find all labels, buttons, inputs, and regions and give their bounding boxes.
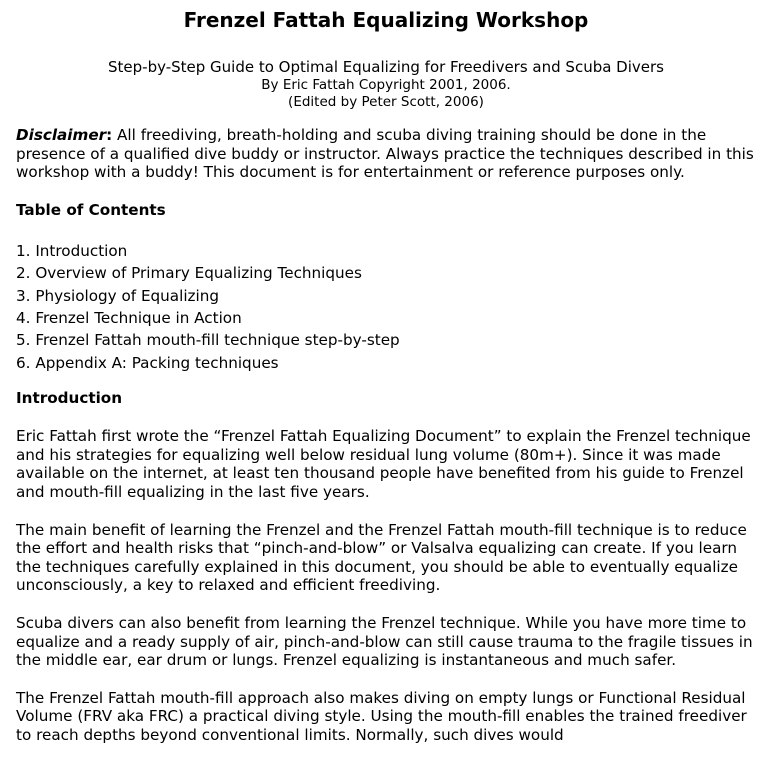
editor-byline: (Edited by Peter Scott, 2006): [288, 94, 484, 110]
disclaimer-text: All freediving, breath-holding and scuba diving training should be done in the presence of a qualified dive buddy or instructor. Always practice the techniques described in this workshop with a buddy! This document is for entertainment or reference purposes only.: [16, 126, 754, 182]
disclaimer-colon: :: [106, 126, 113, 144]
introduction-heading: Introduction: [16, 389, 123, 408]
toc-item-mouth-fill: 5. Frenzel Fattah mouth-fill technique step-by-step: [16, 331, 400, 350]
table-of-contents: [16, 240, 756, 374]
disclaimer-paragraph: [16, 126, 756, 182]
intro-paragraph-3: Scuba divers can also benefit from learning the Frenzel technique. While you have more time to equalize and a ready supply of air, pinch-and-blow can still cause trauma to the fragile tissues in the middle ear, ear drum or lungs. Frenzel equalizing is instantaneous and much safer.: [16, 613, 753, 670]
intro-paragraph-2: The main benefit of learning the Frenzel and the Frenzel Fattah mouth-fill technique is to reduce the effort and health risks that “pinch-and-blow” or Valsalva equalizing can create. If you learn the techniques carefully explained in this document, you should be able to eventually equalize unconsciously, a key to relaxed and efficient freediving.: [16, 520, 747, 595]
document-title: Frenzel Fattah Equalizing Workshop: [183, 8, 589, 32]
document-page: [16, 6, 756, 745]
toc-item-overview: 2. Overview of Primary Equalizing Techniques: [16, 264, 362, 283]
author-byline: By Eric Fattah Copyright 2001, 2006.: [261, 77, 511, 93]
intro-paragraph-4: The Frenzel Fattah mouth-fill approach also makes diving on empty lungs or Functional Residual Volume (FRV aka FRC) a practical diving style. Using the mouth-fill enables the trained freediver to reach depths beyond conventional limits. Normally, such dives would: [16, 688, 747, 744]
document-subtitle: Step-by-Step Guide to Optimal Equalizing for Freedivers and Scuba Divers: [108, 58, 664, 76]
toc-heading: Table of Contents: [16, 200, 166, 219]
intro-paragraph-1: Eric Fattah first wrote the “Frenzel Fattah Equalizing Document” to explain the Frenzel technique and his strategies for equalizing well below residual lung volume (80m+). Since it was made available on the internet, at least ten thousand people have benefited from his guide to Frenzel and mouth-fill equalizing in the last five years.: [16, 427, 751, 501]
toc-item-introduction: 1. Introduction: [16, 241, 128, 260]
disclaimer-label: Disclaimer: [16, 126, 107, 144]
toc-item-frenzel-action: 4. Frenzel Technique in Action: [16, 309, 242, 327]
toc-item-appendix-a: 6. Appendix A: Packing techniques: [16, 353, 279, 372]
toc-item-physiology: 3. Physiology of Equalizing: [16, 286, 220, 305]
